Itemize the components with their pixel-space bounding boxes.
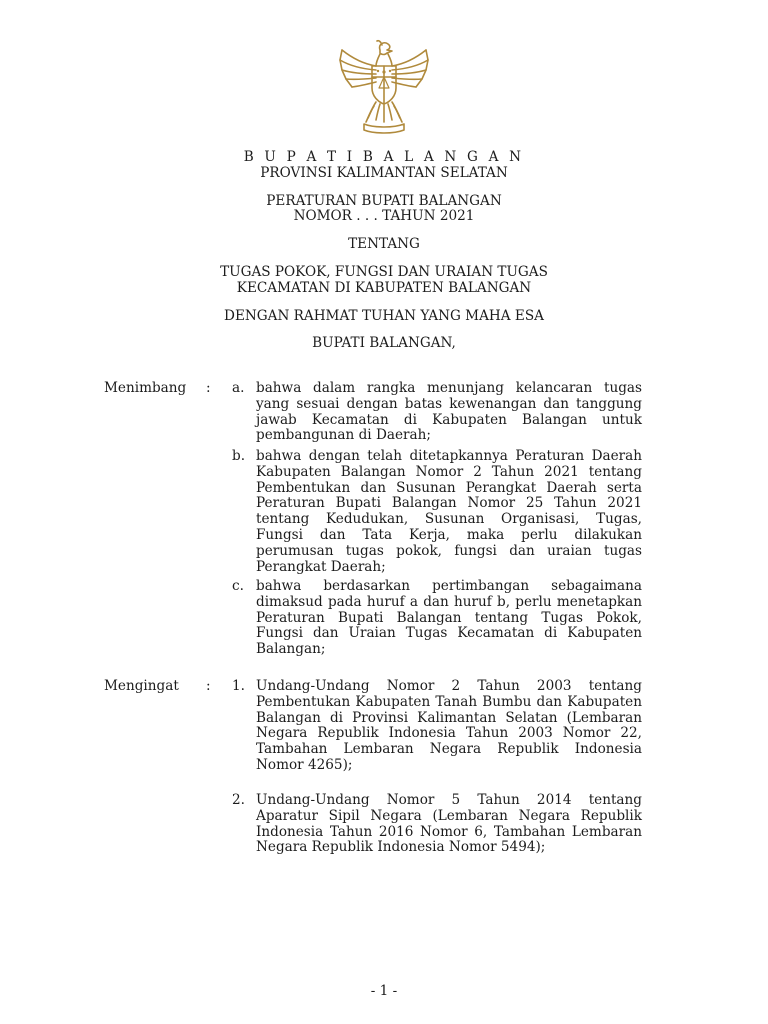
clause-text: Undang-Undang Nomor 2 Tahun 2003 tentang Pembentukan Kabupaten Tanah Bumbu dan Kabupaten Balangan di Provinsi Kalimantan Selatan (Lembaran Negara Republik Indonesia Tahun 2003 Nomor 22, Tambahan Lembaran Negara Republik Indonesia Nomor 4265); — [256, 678, 642, 773]
document-header — [0, 150, 768, 352]
menimbang-label: Menimbang — [104, 380, 187, 396]
page-number: - 1 - — [370, 983, 398, 999]
regulation-heading: PERATURAN BUPATI BALANGAN — [266, 192, 502, 209]
clause-text: bahwa dalam rangka menunjang kelancaran tugas yang sesuai dengan batas kewenangan dan tanggung jawab Kecamatan di Kabupaten Balangan untuk pembangunan di Daerah; — [256, 380, 642, 444]
about-heading: TENTANG — [348, 236, 420, 253]
invocation: DENGAN RAHMAT TUHAN YANG MAHA ESA — [224, 307, 544, 324]
clause-text: bahwa dengan telah ditetapkannya Peraturan Daerah Kabupaten Balangan Nomor 2 Tahun 2021 tentang Pembentukan dan Susunan Perangkat Daerah serta Peraturan Bupati Balangan Nomor 25 Tahun 2021 tentang Kedudukan, Susunan Organisasi, Tugas, Fungsi dan Tata Kerja, maka perlu dilakukan perumusan tugas pokok, fungsi dan uraian tugas Perangkat Daerah; — [256, 448, 642, 575]
province-heading: PROVINSI KALIMANTAN SELATAN — [260, 164, 508, 181]
clause-marker: a. — [232, 380, 245, 396]
clause-marker: b. — [232, 448, 246, 464]
mengingat-colon: : — [206, 678, 211, 694]
regulation-number: NOMOR . . . TAHUN 2021 — [293, 208, 475, 225]
clause-marker: 2. — [232, 792, 245, 808]
clause-text: Undang-Undang Nomor 5 Tahun 2014 tentang Aparatur Sipil Negara (Lembaran Negara Republik Indonesia Tahun 2016 Nomor 6, Tambahan Lembaran Negara Republik Indonesia Nomor 5494); — [256, 792, 642, 856]
clause-marker: c. — [232, 578, 244, 594]
garuda-emblem-icon — [334, 36, 434, 136]
clause-text: bahwa berdasarkan pertimbangan sebagaimana dimaksud pada huruf a dan huruf b, perlu menetapkan Peraturan Bupati Balangan tentang Tugas Pokok, Fungsi dan Uraian Tugas Kecamatan di Kabupaten Balangan; — [256, 578, 642, 658]
issuer: BUPATI BALANGAN, — [312, 335, 456, 352]
title-line-1: TUGAS POKOK, FUNGSI DAN URAIAN TUGAS — [220, 263, 548, 280]
title-line-2: KECAMATAN DI KABUPATEN BALANGAN — [236, 279, 532, 296]
clause-marker: 1. — [232, 678, 245, 694]
menimbang-colon: : — [206, 380, 211, 396]
institution-heading: B U P A T I B A L A N G A N — [243, 149, 525, 165]
mengingat-label: Mengingat — [104, 678, 179, 694]
